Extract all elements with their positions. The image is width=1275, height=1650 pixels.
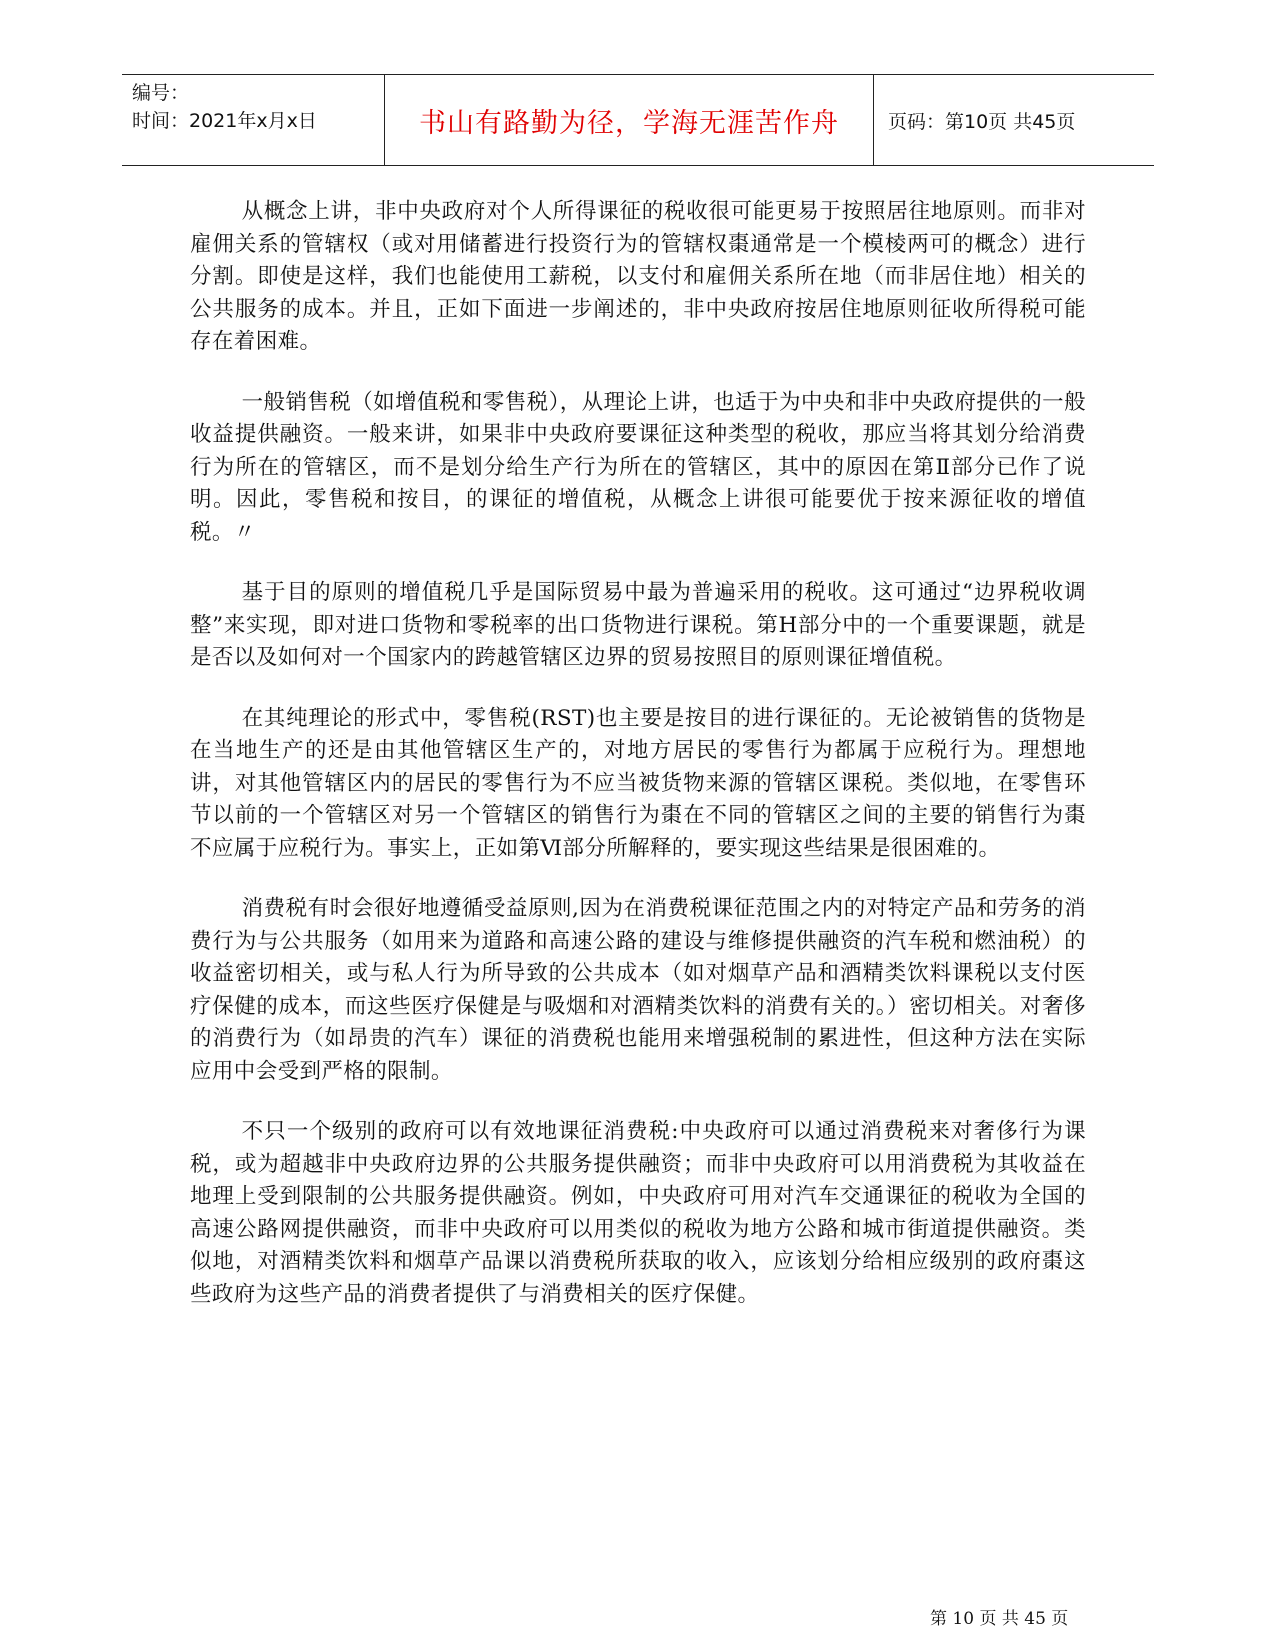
document-number-label: 编号： (132, 82, 190, 104)
paragraph: 不只一个级别的政府可以有效地课征消费税:中央政府可以通过消费税来对奢侈行为课税，或为超越非中央政府边界的公共服务提供融资；而非中央政府可以用消费税为其收益在地理上受到限制的公共服务提供融资。例如，中央政府可用对汽车交通课征的税收为全国的高速公路网提供融资，而非中央政府可以用类似的税收为地方公路和城市街道提供融资。类似地，对酒精类饮料和烟草产品课以消费税所获取的收入，应该划分给相应级别的政府棗这些政府为这些产品的消费者提供了与消费相关的医疗保健。 (190, 1119, 1086, 1307)
header-motto: 书山有路勤为径，学海无涯苦作舟 (384, 75, 874, 165)
page-header (122, 74, 1154, 166)
document-body (190, 196, 1086, 1339)
document-date: 时间：2021年x月x日 (132, 110, 317, 132)
paragraph: 消费税有时会很好地遵循受益原则,因为在消费税课征范围之内的对特定产品和劳务的消费行为与公共服务（如用来为道路和高速公路的建设与维修提供融资的汽车税和燃油税）的收益密切相关，或与私人行为所导致的公共成本（如对烟草产品和酒精类饮料课税以支付医疗保健的成本，而这些医疗保健是与吸烟和对酒精类饮料的消费有关的。）密切相关。对奢侈的消费行为（如昂贵的汽车）课征的消费税也能用来增强税制的累进性，但这种方法在实际应用中会受到严格的限制。 (190, 896, 1086, 1084)
paragraph: 基于目的原则的增值税几乎是国际贸易中最为普遍采用的税收。这可通过“边界税收调整”来实现，即对进口货物和零税率的出口货物进行课税。第H部分中的一个重要课题，就是是否以及如何对一个国家内的跨越管辖区边界的贸易按照目的原则课征增值税。 (190, 580, 1086, 670)
paragraph: 一般销售税（如增值税和零售税），从理论上讲，也适于为中央和非中央政府提供的一般收益提供融资。一般来讲，如果非中央政府要课征这种类型的税收，那应当将其划分给消费行为所在的管辖区，而不是划分给生产行为所在的管辖区，其中的原因在第Ⅱ部分已作了说明。因此，零售税和按目，的课征的增值税，从概念上讲很可能要优于按来源征收的增值税。〃 (190, 389, 1086, 545)
paragraph: 在其纯理论的形式中，零售税(RST)也主要是按目的进行课征的。无论被销售的货物是在当地生产的还是由其他管辖区生产的，对地方居民的零售行为都属于应税行为。理想地讲，对其他管辖区内的居民的零售行为不应当被货物来源的管辖区课税。类似地，在零售环节以前的一个管辖区对另一个管辖区的销售行为棗在不同的管辖区之间的主要的销售行为棗不应属于应税行为。事实上，正如第Ⅵ部分所解释的，要实现这些结果是很困难的。 (190, 705, 1086, 861)
header-meta (122, 75, 384, 165)
paragraph: 从概念上讲，非中央政府对个人所得课征的税收很可能更易于按照居往地原则。而非对雇佣关系的管辖权（或对用储蓄进行投资行为的管辖权棗通常是一个模棱两可的概念）进行分割。即使是这样，我们也能使用工薪税，以支付和雇佣关系所在地（而非居住地）相关的公共服务的成本。并且，正如下面进一步阐述的，非中央政府按居住地原则征收所得税可能存在着困难。 (190, 199, 1086, 354)
page-footer: 第 10 页 共 45 页 (930, 1609, 1069, 1629)
header-page-info: 页码：第10页 共45页 (888, 110, 1076, 133)
